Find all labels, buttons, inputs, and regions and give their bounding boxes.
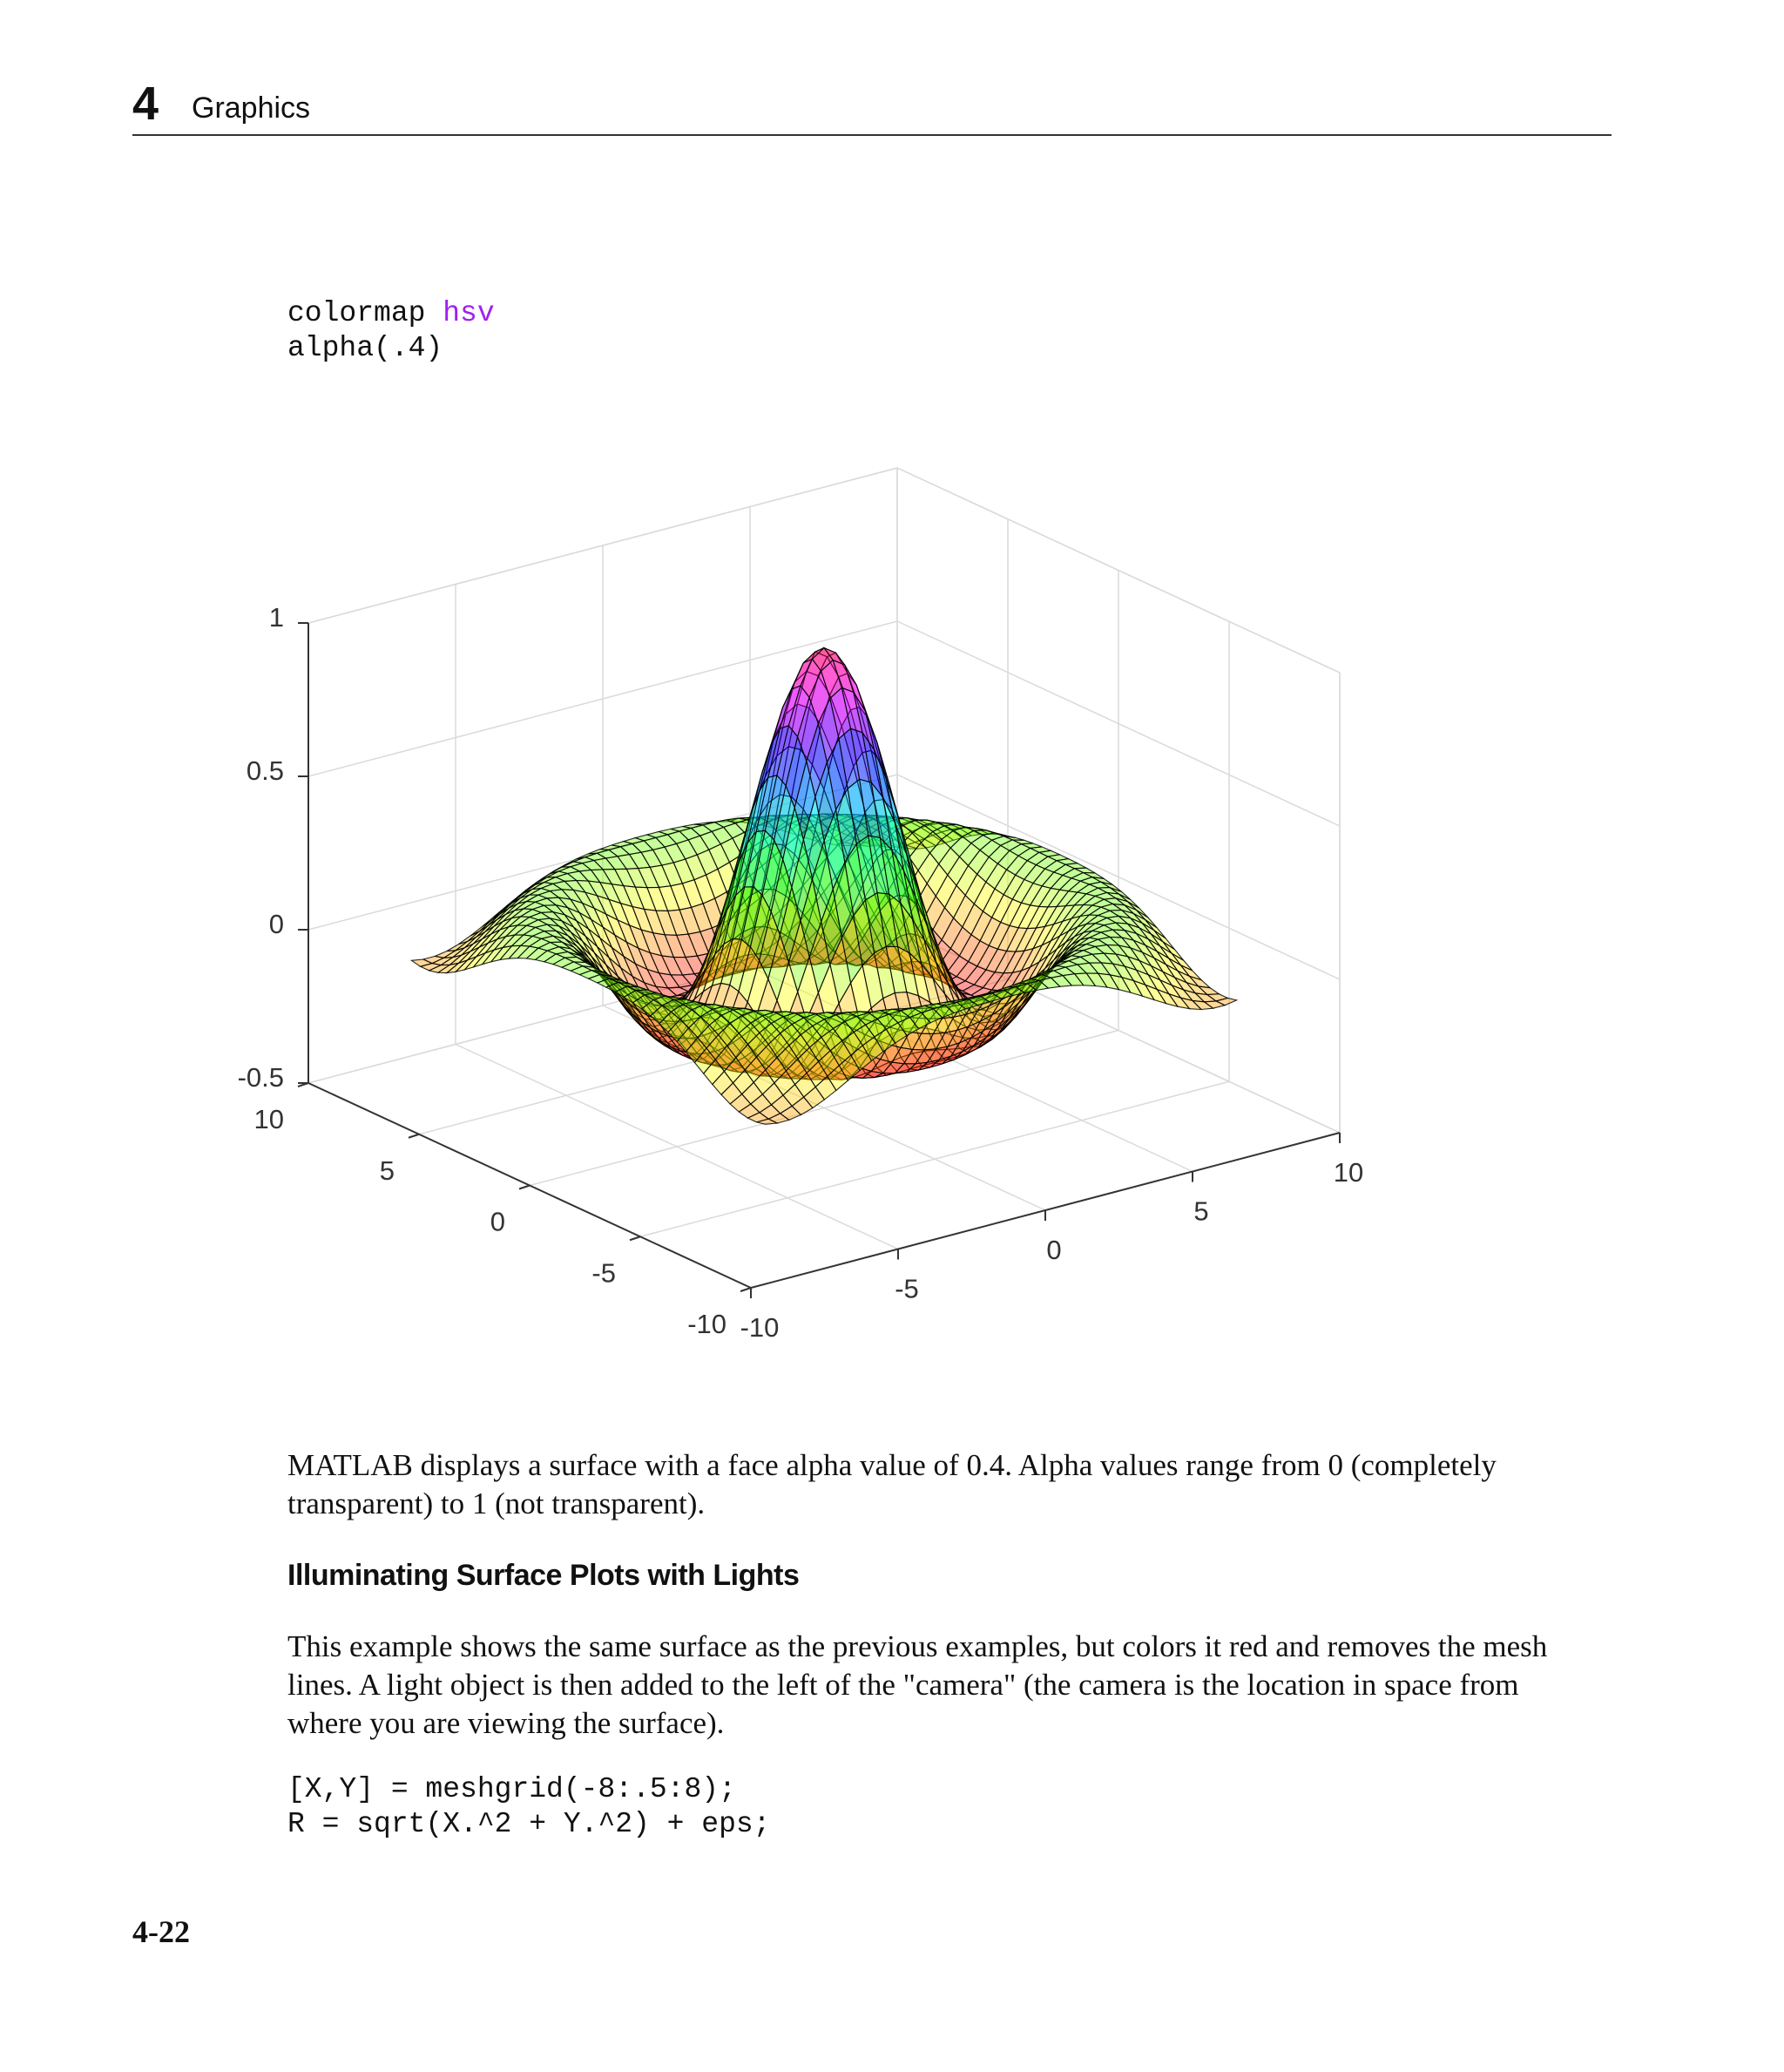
- y-tick-label: 10: [253, 1104, 284, 1135]
- lights-description-paragraph: This example shows the same surface as the previous examples, but colors it red and removes the mesh lines. A light object is then added to the left of the "camera" (the camera is the location in space from where you are viewing the surface).: [287, 1629, 1548, 1740]
- code-colormap-arg: hsv: [443, 297, 495, 329]
- y-tick-mark: [409, 1134, 419, 1138]
- y-tick-label: -10: [687, 1309, 726, 1340]
- code-radius-line: R = sqrt(X.^2 + Y.^2) + eps;: [287, 1808, 771, 1840]
- code-meshgrid-line: [X,Y] = meshgrid(-8:.5:8);: [287, 1773, 736, 1805]
- x-tick-label: 5: [1193, 1195, 1209, 1227]
- z-tick-label: -0.5: [237, 1062, 284, 1094]
- surface-plot: [0, 453, 1784, 1368]
- page-number: 4-22: [132, 1914, 190, 1949]
- x-tick-label: -5: [895, 1273, 919, 1304]
- chapter-number: 4: [132, 78, 159, 130]
- x-tick-label: 10: [1333, 1157, 1364, 1188]
- y-tick-label: -5: [591, 1257, 616, 1289]
- floor-grid-line: [640, 1081, 1229, 1236]
- x-tick-label: 0: [1046, 1235, 1062, 1266]
- code-colormap-cmd: colormap: [287, 297, 443, 329]
- chapter-title: Graphics: [192, 91, 311, 125]
- surface-mesh: [411, 648, 1236, 1125]
- x-tick-label: -10: [740, 1312, 780, 1344]
- z-tick-label: 0.5: [246, 755, 284, 787]
- section-heading: Illuminating Surface Plots with Lights: [287, 1559, 800, 1592]
- y-tick-label: 0: [490, 1206, 505, 1237]
- y-tick-mark: [519, 1186, 530, 1189]
- code-alpha-line: alpha(.4): [287, 332, 443, 364]
- page-header: [132, 77, 1612, 136]
- code-block-meshgrid: [287, 1772, 771, 1842]
- z-tick-label: 0: [268, 909, 284, 940]
- code-block-colormap: [287, 296, 495, 366]
- alpha-description-paragraph: MATLAB displays a surface with a face alpha value of 0.4. Alpha values range from 0 (completely transparent) to 1 (not transparent).: [287, 1448, 1497, 1520]
- y-tick-mark: [740, 1288, 751, 1291]
- y-tick-label: 5: [379, 1154, 395, 1186]
- z-tick-label: 1: [268, 602, 284, 633]
- y-tick-mark: [630, 1236, 640, 1240]
